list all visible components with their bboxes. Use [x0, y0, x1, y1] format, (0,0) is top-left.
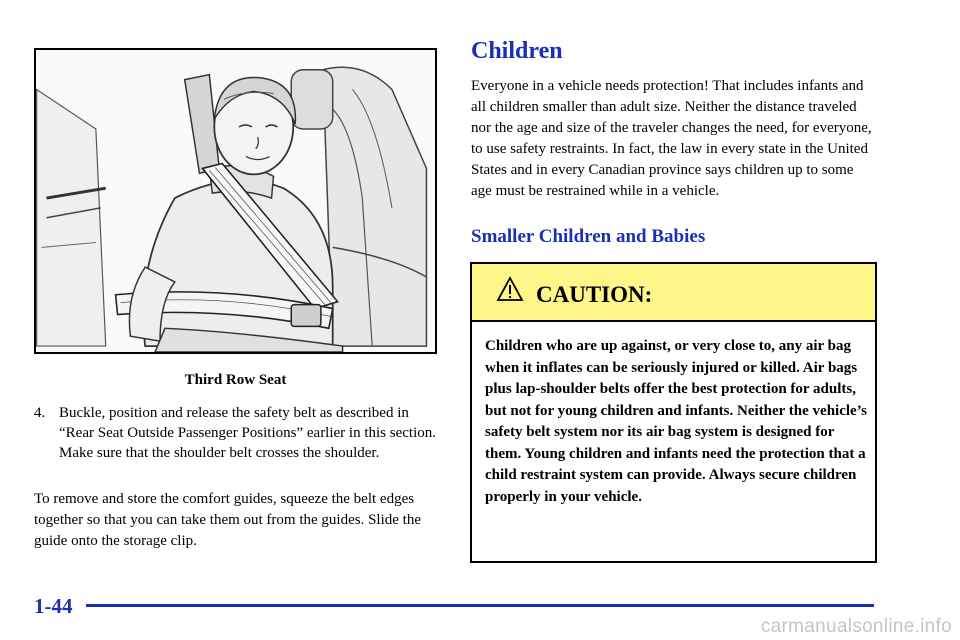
caution-header [472, 264, 875, 322]
seat-illustration [34, 48, 437, 354]
step-4 [34, 403, 444, 463]
section-heading: Children [471, 38, 563, 64]
caution-title: CAUTION: [536, 282, 653, 307]
comfort-guide-paragraph: To remove and store the comfort guides, squeeze the belt edges together so that you can take them out from the guides. Slide the guide onto the storage clip. [34, 491, 421, 549]
caution-text: Children who are up against, or very close to, any air bag when it inflates can be seriously injured or killed. Air bags plus lap-shoulder belts offer the best protection for adults, but not for young children and infants. Neither the vehicle’s safety belt system nor its air bag system is designed for them. Young children and infants need the protection that a child restraint system can provide. Always secure children properly in your vehicle. [485, 338, 867, 505]
step-text: Buckle, position and release the safety belt as described in “Rear Seat Outside Passenger Positions” earlier in this section. Make sure that the shoulder belt crosses the shoulder. [59, 405, 436, 461]
footer-rule [86, 604, 874, 607]
intro-paragraph: Everyone in a vehicle needs protection! That includes infants and all children smaller than adult size. Neither the distance traveled nor the age and size of the traveler changes the need, for everyone, to use safety restraints. In fact, the law in every state in the United States and in every Canadian province says children up to some age must be restrained while in a vehicle. [471, 78, 872, 199]
subsection-heading: Smaller Children and Babies [471, 226, 706, 247]
caution-box [470, 262, 877, 563]
child-in-seat-drawing [36, 50, 435, 352]
figure-caption: Third Row Seat [184, 372, 287, 388]
page-number: 1-44 [34, 594, 73, 618]
warning-triangle-icon [496, 276, 524, 302]
step-number: 4. [34, 405, 46, 421]
watermark: carmanualsonline.info [760, 616, 952, 637]
